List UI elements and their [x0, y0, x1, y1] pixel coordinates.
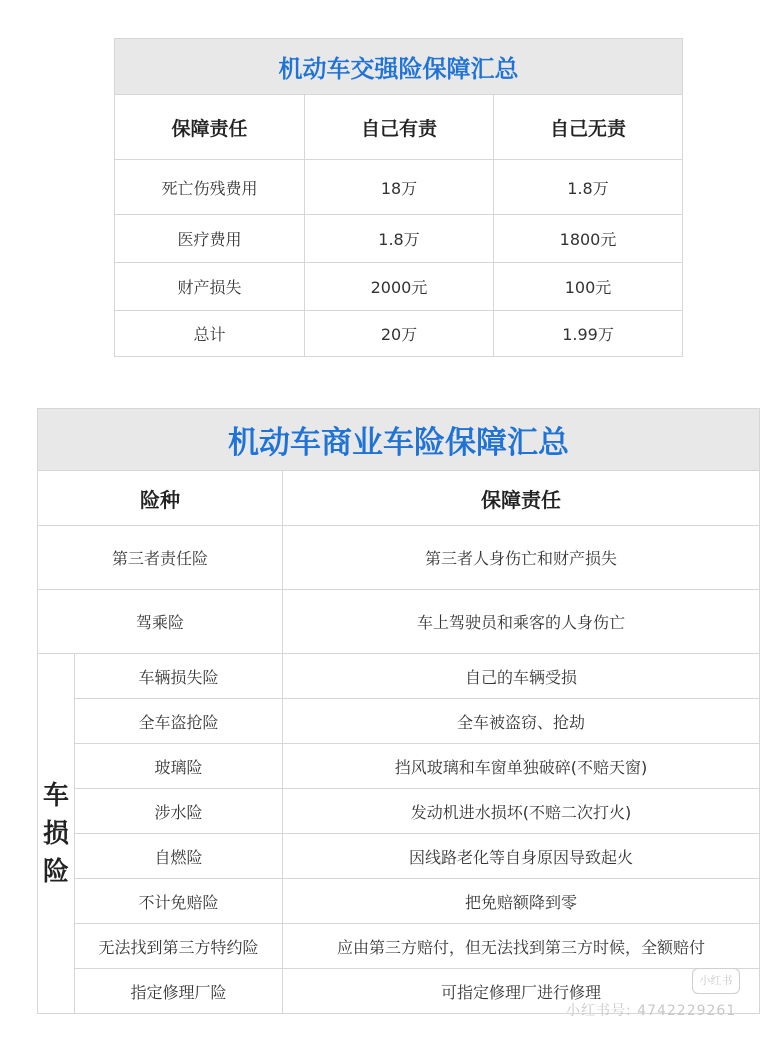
table2-cell: 玻璃险 — [75, 744, 283, 789]
table2-cell: 驾乘险 — [38, 590, 283, 654]
table2-cell: 自己的车辆受损 — [283, 654, 760, 699]
table2-title: 机动车商业车险保障汇总 — [38, 409, 760, 471]
table2-cell: 应由第三方赔付，但无法找到第三方时候，全额赔付 — [283, 924, 760, 969]
table2-cell: 第三者责任险 — [38, 526, 283, 590]
table1-title: 机动车交强险保障汇总 — [115, 39, 683, 95]
table1-cell: 医疗费用 — [115, 215, 305, 263]
table2-cell: 无法找到第三方特约险 — [75, 924, 283, 969]
table1-cell: 1.8万 — [494, 160, 683, 215]
table2-header-type: 险种 — [38, 471, 283, 526]
table1-cell: 1.99万 — [494, 311, 683, 357]
table-row — [38, 789, 760, 834]
table-row — [38, 590, 760, 654]
table-row — [115, 215, 683, 263]
table2-cell: 车辆损失险 — [75, 654, 283, 699]
table1-header-coverage: 保障责任 — [115, 95, 305, 160]
table-row — [38, 744, 760, 789]
watermark-text: 小红书号: 4742229261 — [566, 1003, 737, 1019]
table1-cell: 2000元 — [305, 263, 494, 311]
table-row — [38, 924, 760, 969]
table2-cell: 发动机进水损坏(不赔二次打火) — [283, 789, 760, 834]
table1-cell: 总计 — [115, 311, 305, 357]
table2-cell: 车上驾驶员和乘客的人身伤亡 — [283, 590, 760, 654]
compulsory-insurance-table — [114, 38, 683, 357]
table1-cell: 死亡伤残费用 — [115, 160, 305, 215]
table1-cell: 1.8万 — [305, 215, 494, 263]
table1-cell: 20万 — [305, 311, 494, 357]
table-row — [38, 654, 760, 699]
table-row — [38, 834, 760, 879]
table1-header-not-at-fault: 自己无责 — [494, 95, 683, 160]
table2-cell: 不计免赔险 — [75, 879, 283, 924]
table-row — [38, 699, 760, 744]
table2-cell: 涉水险 — [75, 789, 283, 834]
table2-cell: 自燃险 — [75, 834, 283, 879]
table2-cell: 可指定修理厂进行修理 — [283, 969, 760, 1014]
table-row — [115, 263, 683, 311]
table2-cell: 挡风玻璃和车窗单独破碎(不赔天窗) — [283, 744, 760, 789]
table2-cell: 全车被盗窃、抢劫 — [283, 699, 760, 744]
watermark-logo: 小红书 — [692, 968, 740, 994]
table-row — [38, 526, 760, 590]
table2-cell: 指定修理厂险 — [75, 969, 283, 1014]
table2-cell: 第三者人身伤亡和财产损失 — [283, 526, 760, 590]
table1-cell: 18万 — [305, 160, 494, 215]
table2-cell: 因线路老化等自身原因导致起火 — [283, 834, 760, 879]
table-row — [38, 879, 760, 924]
table-row — [115, 311, 683, 357]
vehicle-damage-group-label: 车 损 险 — [38, 654, 75, 1014]
table2-header-coverage: 保障责任 — [283, 471, 760, 526]
table1-cell: 100元 — [494, 263, 683, 311]
table1-cell: 1800元 — [494, 215, 683, 263]
table1-header-at-fault: 自己有责 — [305, 95, 494, 160]
table1-cell: 财产损失 — [115, 263, 305, 311]
commercial-insurance-table — [37, 408, 760, 1014]
table2-cell: 全车盗抢险 — [75, 699, 283, 744]
table2-cell: 把免赔额降到零 — [283, 879, 760, 924]
table-row — [115, 160, 683, 215]
